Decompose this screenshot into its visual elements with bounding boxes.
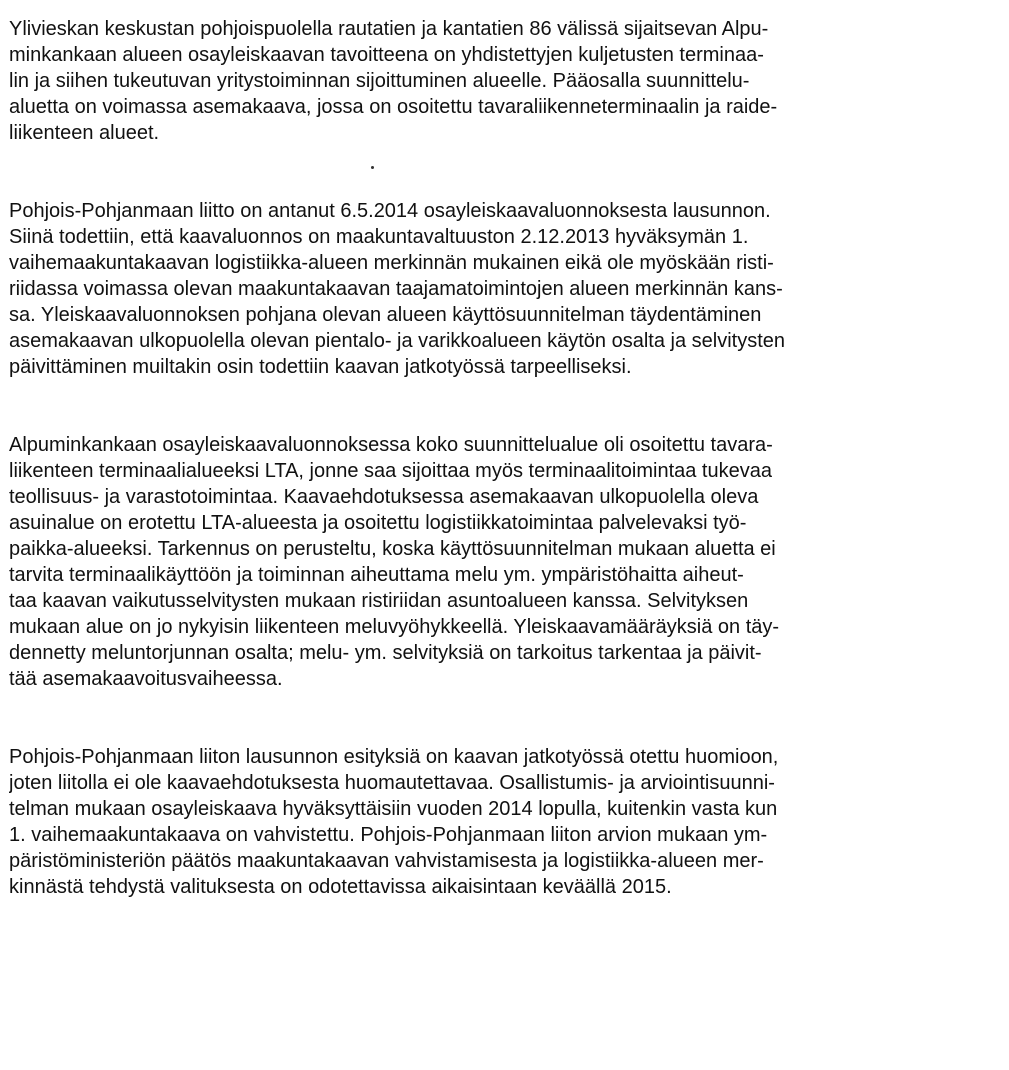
text-line: Ylivieskan keskustan pohjoispuolella rautatien ja kantatien 86 välissä sijaitsevan Alpu-: [9, 18, 769, 40]
text-line: minkankaan alueen osayleiskaavan tavoitteena on yhdistettyjen kuljetusten terminaa-: [9, 44, 764, 66]
text-line: vaihemaakuntakaavan logistiikka-alueen merkinnän mukainen eikä ole myöskään risti-: [9, 252, 774, 274]
paragraph-gap: [9, 692, 999, 744]
text-line: Alpuminkankaan osayleiskaavaluonnoksessa koko suunnittelualue oli osoitettu tavara-: [9, 434, 773, 456]
paragraph-1: [9, 16, 999, 146]
text-line: asuinalue on erotettu LTA-alueesta ja osoitettu logistiikkatoimintaa palvelevaksi työ-: [9, 512, 747, 534]
text-line: telman mukaan osayleiskaava hyväksyttäisiin vuoden 2014 lopulla, kuitenkin vasta kun: [9, 798, 778, 820]
text-line: liikenteen alueet.: [9, 122, 160, 144]
text-line: dennetty meluntorjunnan osalta; melu- ym. selvityksiä on tarkoitus tarkentaa ja päivit-: [9, 642, 762, 664]
paragraph-gap: [9, 146, 999, 198]
text-line: riidassa voimassa olevan maakuntakaavan taajamatoimintojen alueen merkinnän kans-: [9, 278, 783, 300]
text-line: taa kaavan vaikutusselvitysten mukaan ristiriidan asuntoalueen kanssa. Selvityksen: [9, 590, 749, 612]
text-line: sa. Yleiskaavaluonnoksen pohjana olevan alueen käyttösuunnitelman täydentäminen: [9, 304, 762, 326]
text-line: paikka-alueeksi. Tarkennus on perusteltu, koska käyttösuunnitelman mukaan aluetta ei: [9, 538, 776, 560]
paragraph-4: [9, 744, 999, 900]
text-line: lin ja siihen tukeutuvan yritystoiminnan sijoittuminen alueelle. Pääosalla suunnittelu-: [9, 70, 750, 92]
text-line: aluetta on voimassa asemakaava, jossa on osoitettu tavaraliikenneterminaalin ja raide-: [9, 96, 778, 118]
text-line: Siinä todettiin, että kaavaluonnos on maakuntavaltuuston 2.12.2013 hyväksymän 1.: [9, 226, 749, 248]
text-line: Pohjois-Pohjanmaan liiton lausunnon esityksiä on kaavan jatkotyössä otettu huomioon,: [9, 746, 779, 768]
text-line: kinnästä tehdystä valituksesta on odotettavissa aikaisintaan keväällä 2015.: [9, 876, 672, 898]
text-line: Pohjois-Pohjanmaan liitto on antanut 6.5.2014 osayleiskaavaluonnoksesta lausunnon.: [9, 200, 771, 222]
text-line: 1. vaihemaakuntakaava on vahvistettu. Pohjois-Pohjanmaan liiton arvion mukaan ym-: [9, 824, 768, 846]
text-line: asemakaavan ulkopuolella olevan pientalo- ja varikkoalueen käytön osalta ja selvitysten: [9, 330, 786, 352]
text-line: mukaan alue on jo nykyisin liikenteen meluvyöhykkeellä. Yleiskaavamääräyksiä on täy-: [9, 616, 780, 638]
text-line: teollisuus- ja varastotoimintaa. Kaavaehdotuksessa asemakaavan ulkopuolella oleva: [9, 486, 759, 508]
paragraph-3: [9, 432, 999, 692]
text-line: joten liitolla ei ole kaavaehdotuksesta huomautettavaa. Osallistumis- ja arviointisuunni-: [9, 772, 775, 794]
text-line: tää asemakaavoitusvaiheessa.: [9, 668, 283, 690]
text-line: päristöministeriön päätös maakuntakaavan vahvistamisesta ja logistiikka-alueen mer-: [9, 850, 764, 872]
paragraph-2: [9, 198, 999, 380]
text-line: päivittäminen muiltakin osin todettiin kaavan jatkotyössä tarpeelliseksi.: [9, 356, 632, 378]
paragraph-gap: [9, 380, 999, 432]
text-line: liikenteen terminaalialueeksi LTA, jonne saa sijoittaa myös terminaalitoimintaa tukevaa: [9, 460, 772, 482]
document-body: [9, 16, 999, 900]
text-line: tarvita terminaalikäyttöön ja toiminnan aiheuttama melu ym. ympäristöhaitta aiheut-: [9, 564, 744, 586]
scan-speck: [371, 166, 374, 169]
